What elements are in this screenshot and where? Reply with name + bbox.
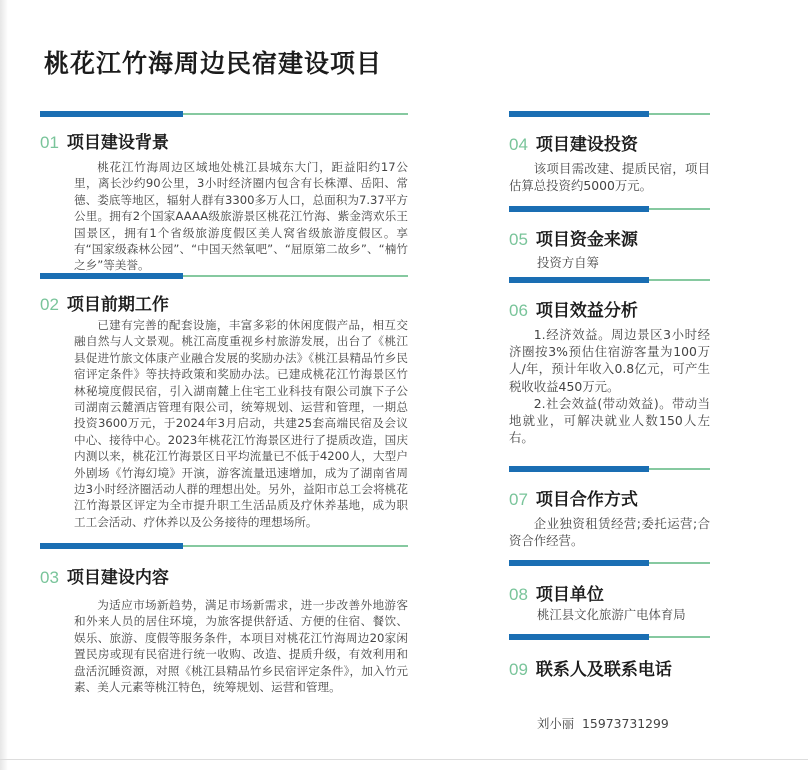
section-funding-source [509, 225, 710, 271]
section-number: 08 [509, 585, 528, 604]
section-title: 项目效益分析 [535, 301, 638, 321]
section-heading [509, 580, 710, 605]
section-number: 07 [509, 490, 528, 509]
paragraph: 投资方自筹 [537, 255, 599, 270]
section-number: 02 [40, 295, 59, 314]
section-title: 项目建设背景 [66, 133, 169, 153]
section-title: 项目合作方式 [535, 490, 638, 510]
divider-06 [509, 277, 710, 283]
section-construction-content [40, 563, 408, 695]
divider-01 [40, 111, 408, 117]
section-title: 联系人及联系电话 [535, 660, 672, 680]
section-heading [509, 655, 710, 680]
contact-info: 刘小丽 15973731299 [537, 716, 669, 732]
page-title: 桃花江竹海周边民宿建设项目 [44, 49, 383, 78]
page-edge-shadow [0, 0, 8, 770]
section-title: 项目前期工作 [66, 295, 169, 315]
section-heading [509, 485, 710, 510]
section-number: 06 [509, 301, 528, 320]
paragraph: 桃花江竹海周边区域地处桃江县城东大门，距益阳约17公里，离长沙约90公里，3小时经济圈内包含有长株潭、岳阳、常德、娄底等地区，辐射人群有3300多万人口，总面积为7.37平方公里。拥有2个国家AAAA级旅游景区桃花江竹海、紫金湾欢乐王国景区，拥有1个省级旅游度假区美人窝省级旅游度假区。享有“国家级森林公园”、“中国天然氧吧”、“屈原第二故乡”、“楠竹之乡”等美誉。 [74, 160, 408, 273]
section-heading [40, 128, 408, 153]
paragraph: 桃江县文化旅游广电体育局 [537, 607, 686, 622]
section-number: 01 [40, 133, 59, 152]
section-title: 项目资金来源 [535, 230, 638, 250]
section-benefit-analysis [509, 296, 710, 446]
paragraph: 1.经济效益。周边景区3小时经济圈按3%预估住宿游客量为100万人/年，预计年收入0.8亿元，可产生税收收益450万元。 [509, 327, 710, 394]
section-project-unit [509, 580, 710, 623]
paragraph: 已建有完善的配套设施，丰富多彩的休闲度假产品，相互交融自然与人文景观。桃江高度重视乡村旅游发展，出台了《桃江县促进竹旅文体康产业融合发展的奖励办法》《桃江县精品竹乡民宿评定条件》等扶持政策和奖励办法。已建成桃花江竹海景区竹林秘境度假民宿，引入湖南麓上住宅工业科技有限公司旗下子公司湖南云麓酒店管理有限公司，统筹规划、运营和管理，一期总投资3600万元，于2024年3月启动，共建25套高端民宿及会议中心、接待中心。2023年桃花江竹海景区进行了提质改造，国庆内测以来，桃花江竹海景区日平均流量已不低于4200人，大型户外剧场《竹海幻境》开演，游客流量迅速增加，成为了湖南省周边3小时经济圈活动人群的理想出处。另外，益阳市总工会将桃花江竹海景区评定为全市提升职工生活品质及疗休养基地，成为职工工会活动、疗休养以及公务接待的理想场所。 [74, 318, 408, 529]
section-body [509, 606, 710, 623]
section-contact [509, 655, 710, 767]
section-heading [509, 225, 710, 250]
section-number: 09 [509, 660, 528, 679]
section-number: 05 [509, 230, 528, 249]
section-body [509, 515, 710, 549]
section-heading [509, 296, 710, 321]
section-body [40, 597, 408, 695]
paragraph: 为适应市场新趋势，满足市场新需求，进一步改善外地游客和外来人员的居住环境，为旅客提供舒适、方便的住宿、餐饮、娱乐、旅游、度假等服务条件，本项目对桃花江竹海周边20家闲置民房或现有民宿进行统一收购、改造、提质升级，有效利用和盘活沉睡资源，对照《桃江县精品竹乡民宿评定条件》，加入竹元素、美人元素等桃江特色，统筹规划、运营和管理。 [74, 598, 408, 695]
paragraph: 该项目需改建、提质民宿，项目估算总投资约5000万元。 [509, 161, 710, 194]
section-body [40, 159, 408, 274]
section-body [40, 317, 408, 530]
section-number: 04 [509, 135, 528, 154]
paragraph: 2.社会效益(带动效益)。带动当地就业，可解决就业人数150人左右。 [509, 395, 710, 446]
section-title: 项目建设投资 [535, 135, 638, 155]
section-body [509, 326, 710, 446]
section-cooperation-mode [509, 485, 710, 549]
divider-03 [40, 543, 408, 549]
section-body [509, 160, 710, 194]
section-title: 项目单位 [535, 585, 604, 605]
divider-09 [509, 634, 710, 640]
divider-05 [509, 206, 710, 212]
divider-04 [509, 111, 710, 117]
section-title: 项目建设内容 [66, 568, 169, 588]
section-number: 03 [40, 568, 59, 587]
divider-08 [509, 560, 710, 566]
section-preliminary-work [40, 290, 408, 530]
section-heading [509, 130, 710, 155]
divider-02 [40, 273, 408, 279]
section-project-background [40, 128, 408, 274]
section-heading [40, 563, 408, 588]
divider-07 [509, 466, 710, 472]
section-investment [509, 130, 710, 194]
paragraph: 企业独资租赁经营;委托运营;合资合作经营。 [509, 516, 710, 549]
section-heading [40, 290, 408, 315]
section-body [509, 681, 710, 767]
section-body [509, 254, 710, 271]
